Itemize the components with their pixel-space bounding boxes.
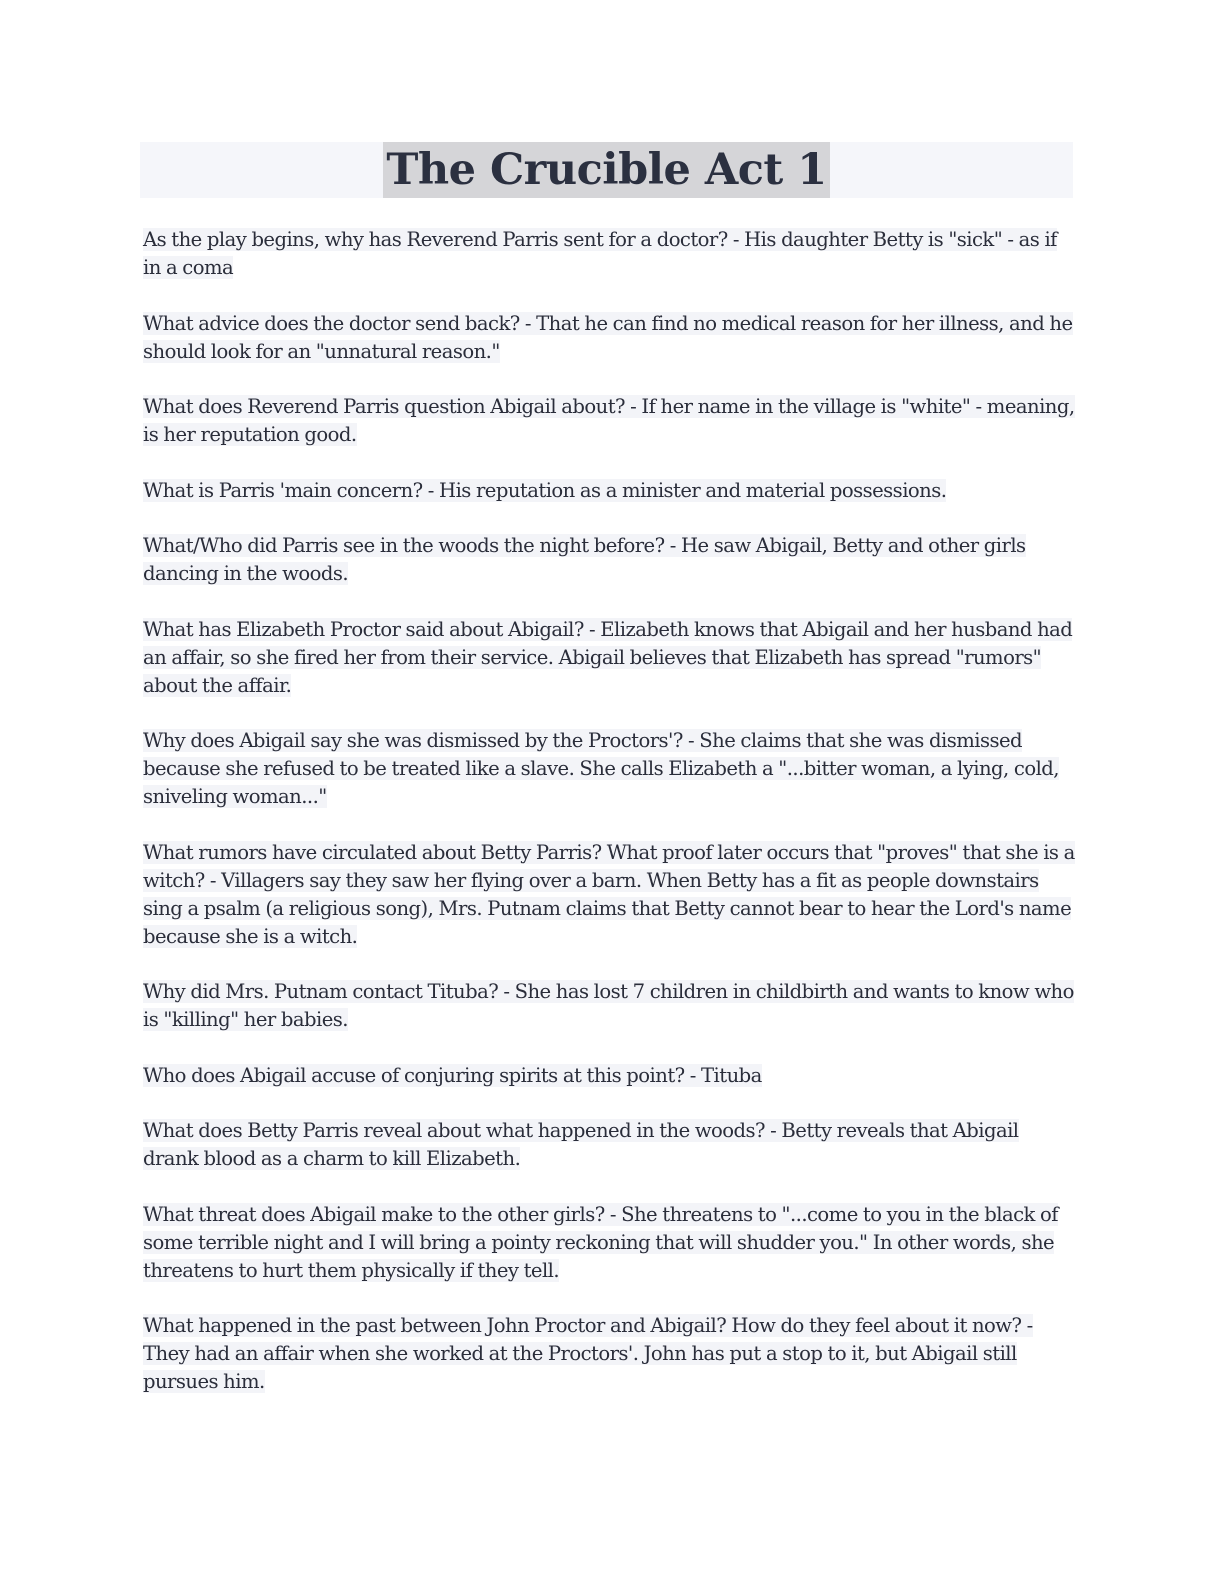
- qa-item: [143, 1117, 1078, 1173]
- qa-text: What has Elizabeth Proctor said about Abigail? - Elizabeth knows that Abigail and her husband had an affair, so she fired her from their service. Abigail believes that Elizabeth has spread "rumors" about the affair.: [143, 617, 1073, 697]
- qa-list: [143, 226, 1078, 1424]
- page-title: The Crucible Act 1: [383, 142, 829, 198]
- qa-text: What/Who did Parris see in the woods the night before? - He saw Abigail, Betty and other girls dancing in the woods.: [143, 534, 1026, 585]
- qa-item: [143, 1201, 1078, 1285]
- title-band: [140, 142, 1073, 198]
- qa-text: As the play begins, why has Reverend Parris sent for a doctor? - His daughter Betty is "sick" - as if in a coma: [143, 228, 1057, 279]
- qa-item: [143, 226, 1078, 282]
- qa-item: [143, 616, 1078, 700]
- qa-text: What is Parris 'main concern? - His reputation as a minister and material possessions.: [143, 478, 947, 502]
- qa-text: Why does Abigail say she was dismissed by the Proctors'? - She claims that she was dismissed because she refused to be treated like a slave. She calls Elizabeth a "...bitter woman, a lying, cold, sniveling woman...": [143, 729, 1059, 808]
- qa-item: [143, 532, 1078, 588]
- qa-item: [143, 978, 1078, 1034]
- qa-text: What happened in the past between John Proctor and Abigail? How do they feel about it now? - They had an affair when she worked at the Proctors'. John has put a stop to it, but Abigail still pursues him.: [143, 1314, 1033, 1393]
- qa-item: [143, 310, 1078, 366]
- qa-text: What does Reverend Parris question Abigail about? - If her name in the village is "white" - meaning, is her reputation good.: [143, 395, 1075, 446]
- qa-text: Why did Mrs. Putnam contact Tituba? - She has lost 7 children in childbirth and wants to know who is "killing" her babies.: [143, 980, 1074, 1031]
- qa-item: [143, 727, 1078, 811]
- qa-text: What rumors have circulated about Betty Parris? What proof later occurs that "proves" that she is a witch? - Villagers say they saw her flying over a barn. When Betty has a fit as people downstairs sing a psalm (a religious song), Mrs. Putnam claims that Betty cannot bear to hear the Lord's name because she is a witch.: [143, 840, 1075, 948]
- qa-item: [143, 839, 1078, 951]
- qa-item: [143, 477, 1078, 505]
- qa-item: [143, 1312, 1078, 1396]
- qa-text: What does Betty Parris reveal about what happened in the woods? - Betty reveals that Abigail drank blood as a charm to kill Elizabeth.: [143, 1119, 1019, 1170]
- qa-text: Who does Abigail accuse of conjuring spirits at this point? - Tituba: [143, 1063, 762, 1087]
- qa-text: What threat does Abigail make to the other girls? - She threatens to "...come to you in the black of some terrible night and I will bring a pointy reckoning that will shudder you." In other words, she threatens to hurt them physically if they tell.: [143, 1202, 1058, 1282]
- qa-item: [143, 1062, 1078, 1090]
- qa-text: What advice does the doctor send back? - That he can find no medical reason for her illness, and he should look for an "unnatural reason.": [143, 311, 1073, 363]
- qa-item: [143, 393, 1078, 449]
